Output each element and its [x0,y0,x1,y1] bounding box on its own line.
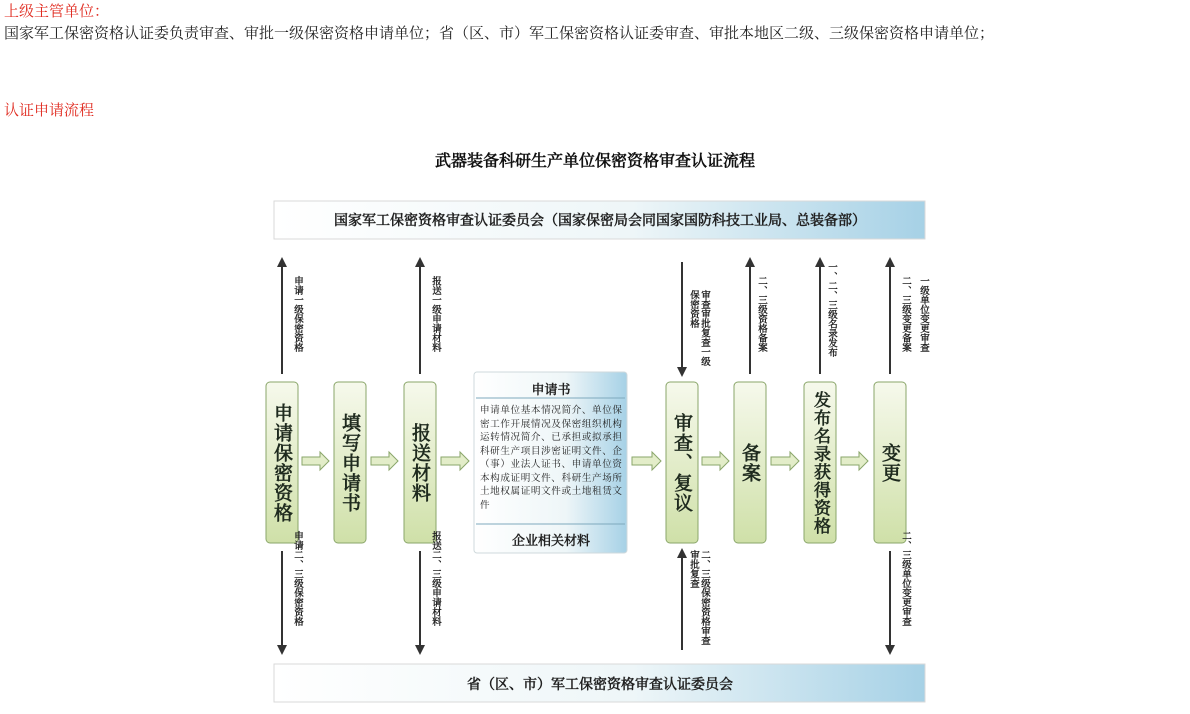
flow-arrow-2 [371,452,398,470]
flow-arrow-6 [771,452,799,470]
label-change-23-lower: 二、三级单位变更审查 [900,531,911,626]
application-body: 申请单位基本情况简介、单位保密工作开展情况及保密组织机构运转情况简介、已承担或拟承担科研生产项目涉密证明文件、企（事）业法人证书、申请单位资本构成证明文件、科研生产场所土地权属证明文件或土地租赁文件 [480,405,622,511]
diagram-title: 武器装备科研生产单位保密资格审查认证流程 [434,151,755,170]
step-review [666,382,698,543]
label-apply-23: 申请二、三级保密资格 [292,531,303,626]
flow-arrow-7 [841,452,868,470]
process-label: 认证申请流程 [4,101,95,119]
application-foot: 企业相关材料 [511,534,590,549]
step-fill-label: 填写申请书 [339,412,361,513]
step-send-label: 报送材料 [409,422,431,503]
application-head: 申请书 [531,383,571,398]
authority-label: 上级主管单位： [4,2,110,20]
label-review-level1: 审查审批复查一级保密资格 [688,290,710,366]
step-fill [334,382,366,543]
bottom-band-text: 省（区、市）军工保密资格审查认证委员会 [467,677,733,693]
label-send-23: 报送二、三级申请材料 [430,531,441,626]
flow-arrow-3 [441,452,469,470]
flow-arrow-5 [702,452,729,470]
step-apply-label: 申请保密资格 [271,402,293,523]
label-file-23: 二、三级资格备案 [756,276,767,352]
label-apply-level1: 申请一级保密资格 [292,276,303,352]
step-apply [266,382,298,543]
top-band-text: 国家军工保密资格审查认证委员会（国家保密局会同国家国防科技工业局、总装备部） [334,213,866,229]
label-publish: 一、二、三级名录发布 [826,262,837,357]
step-change [874,382,906,543]
step-change-label: 变更 [879,442,901,483]
authority-text: 国家军工保密资格认证委负责审查、审批一级保密资格申请单位；省（区、市）军工保密资格认证委审查、审批本地区二级、三级保密资格申请单位； [4,24,995,42]
label-review-23: 二、三级保密资格审查审批复查 [688,550,710,645]
step-review-label: 审查、复议 [671,412,693,513]
label-send-level1: 报送一级申请材料 [430,276,441,352]
step-send [404,382,436,543]
flow-arrow-1 [302,452,329,470]
step-file [734,382,766,543]
label-change-12: 一级单位变更审查 [918,276,929,352]
step-publish [804,382,836,543]
step-file-label: 备案 [739,442,761,483]
step-publish-label: 发布名录获得资格 [810,390,830,535]
flow-arrow-4 [632,452,661,470]
label-change-23: 二、三级变更备案 [900,276,911,352]
